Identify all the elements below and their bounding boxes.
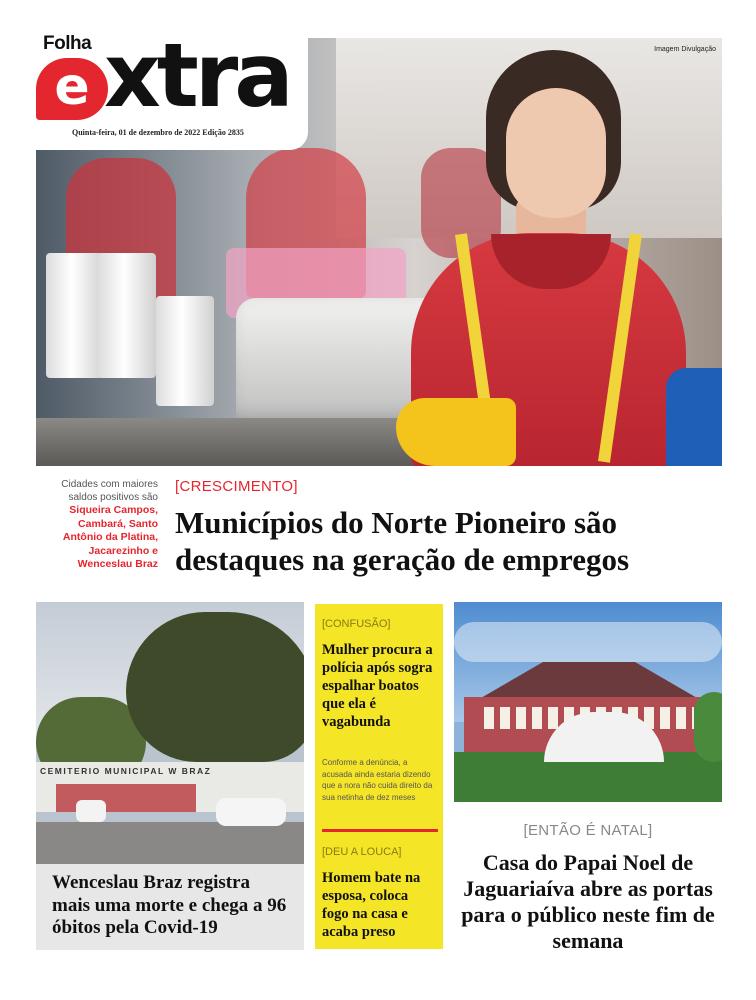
photo-thread-spool: [98, 253, 156, 378]
yellow-box-tag-1: [CONFUSÃO]: [322, 618, 391, 630]
photo-christmas-tree: [694, 692, 722, 762]
photo-tree: [126, 612, 304, 762]
photo-cloud: [454, 622, 722, 662]
dateline: Quinta-feira, 01 de dezembro de 2022 Edição 2835: [72, 128, 244, 137]
masthead-brand-small: Folha: [43, 33, 92, 54]
main-story-sidebar-intro: Cidades com maiores saldos positivos são: [61, 479, 158, 503]
photo-credit: Imagem Divulgação: [654, 46, 716, 53]
right-story-tag: [ENTÃO É NATAL]: [523, 822, 653, 839]
photo-road: [36, 822, 304, 864]
photo-yellow-fabric: [396, 398, 516, 466]
photo-thread-spool: [156, 296, 214, 406]
main-story-sidebar-cities: Siqueira Campos, Cambará, Santo Antônio da Platina, Jacarezinho e Wenceslau Braz: [62, 504, 158, 570]
photo-car: [216, 798, 286, 826]
right-story-headline[interactable]: Casa do Papai Noel de Jaguariaíva abre as portas para o público neste fim de semana: [461, 850, 715, 953]
yellow-box-divider: [322, 829, 438, 832]
yellow-box-headline-1[interactable]: Mulher procura a polícia após sogra espalhar boatos que ela é vagabunda: [322, 642, 433, 730]
logo-wordmark: xtra: [104, 24, 290, 127]
yellow-box-summary-1: Conforme a denúncia, a acusada ainda estaria dizendo que a nora não cuida direito da sua netinha de dez meses: [322, 758, 433, 802]
photo-thread-spool: [46, 253, 104, 378]
left-story-headline[interactable]: Wenceslau Braz registra mais uma morte e chega a 96 óbitos pela Covid-19: [52, 872, 287, 938]
yellow-box-tag-2: [DEU A LOUCA]: [322, 846, 402, 858]
main-story-headline[interactable]: Municípios do Norte Pioneiro são destaques na geração de empregos: [175, 505, 630, 577]
photo-car: [76, 800, 106, 822]
logo-e-badge: e: [36, 58, 108, 120]
left-story-photo: [36, 602, 304, 864]
yellow-box-headline-2[interactable]: Homem bate na esposa, coloca fogo na casa e acaba preso: [322, 870, 421, 940]
photo-woman-face: [506, 88, 606, 218]
right-story-photo: [454, 602, 722, 802]
photo-blue-fabric: [666, 368, 722, 466]
main-story-tag: [CRESCIMENTO]: [175, 478, 298, 495]
photo-cemetery-sign: CEMITERIO MUNICIPAL W BRAZ: [40, 766, 212, 776]
